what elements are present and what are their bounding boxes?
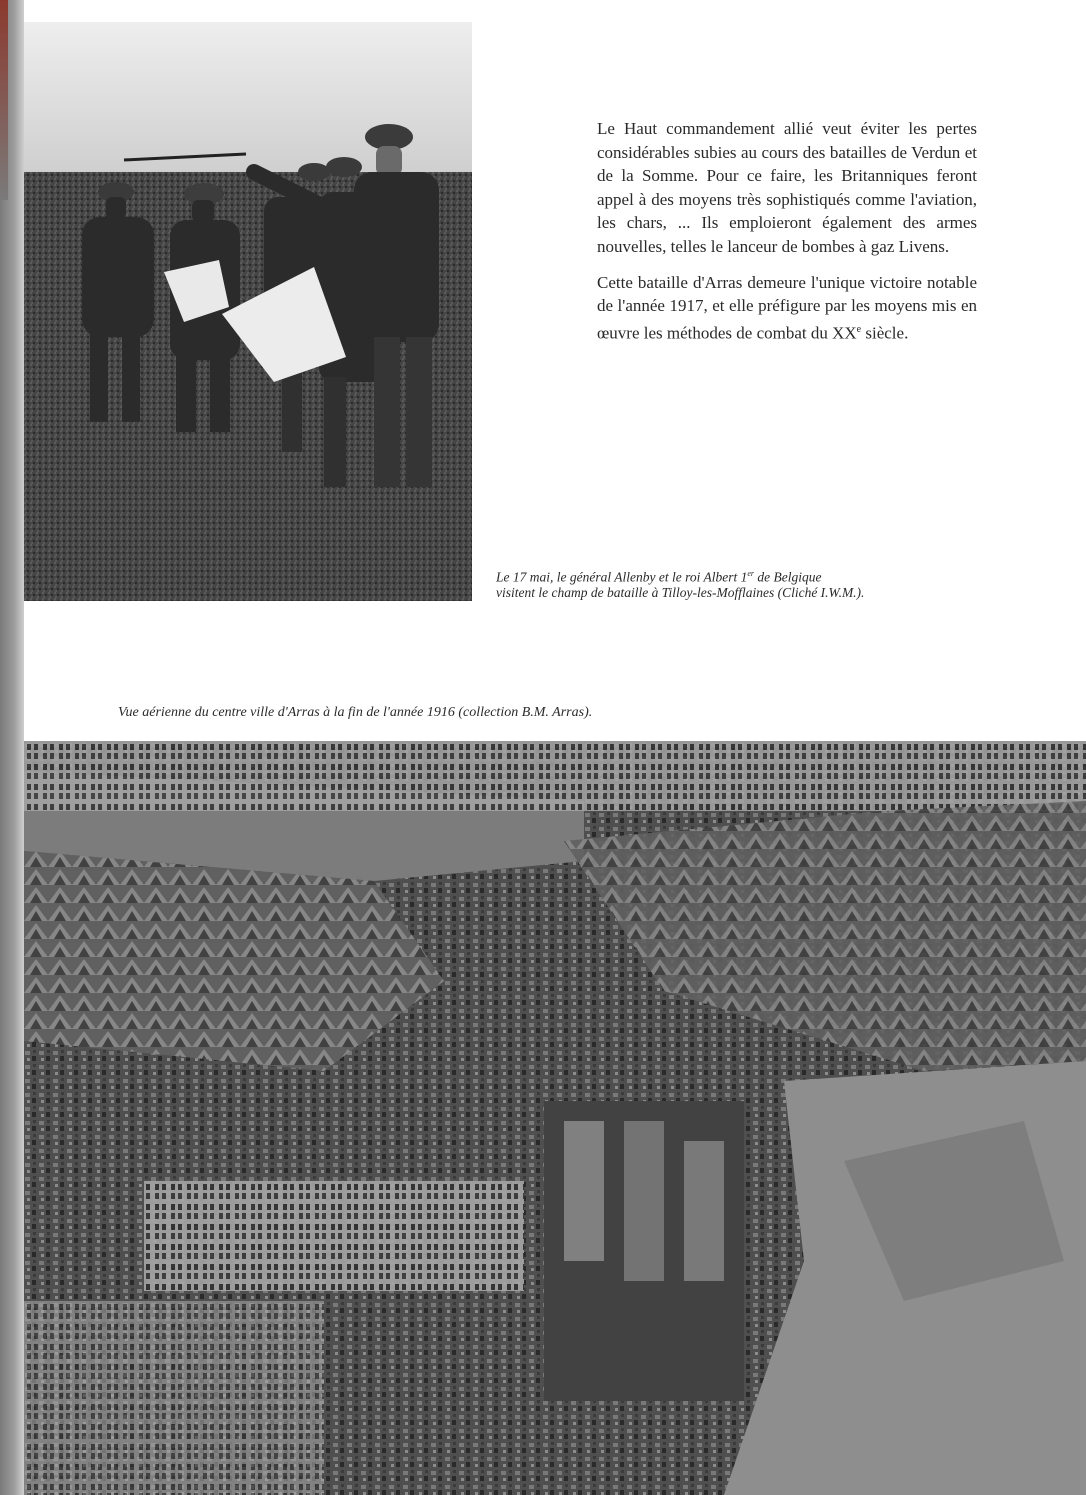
caption-aerial-photo: Vue aérienne du centre ville d'Arras à la fin de l'année 1916 (collection B.M. Arras). [118,705,593,720]
paragraph-2-end: siècle. [861,323,909,343]
paragraph-1: Le Haut commandement allié veut éviter les pertes considérables subies au cours des batailles de Verdun et de la Somme. Pour ce faire, les Britanniques feront appel à des moyens très sophistiqués comme l'aviation, les chars, ... Ils emploieront également des armes nouvelles, telles le lanceur de bombes à gaz Livens. [597,119,977,256]
caption-line-2: visitent le champ de bataille à Tilloy-les-Mofflaines (Cliché I.W.M.). [496,584,865,600]
caption-line-1a: Le 17 mai, le général Allenby et le roi Albert 1 [496,569,748,585]
photo-aerial-arras [24,741,1086,1495]
caption-line-1 [496,566,986,585]
caption-line-1-sup: er [747,569,755,578]
caption-officers-photo [496,566,986,600]
page-edge-red [0,0,8,200]
paragraph-2 [597,271,977,345]
page-edge [0,0,24,1495]
photo-officers-field [24,22,472,601]
caption-line-1b: de Belgique [754,569,822,585]
paragraph-2-sup: e [856,323,862,335]
article-text [597,117,977,357]
paragraph-2-text: Cette bataille d'Arras demeure l'unique victoire notable de l'année 1917, et elle préfigure par les moyens mis en œuvre les méthodes de combat du XX [597,272,977,343]
